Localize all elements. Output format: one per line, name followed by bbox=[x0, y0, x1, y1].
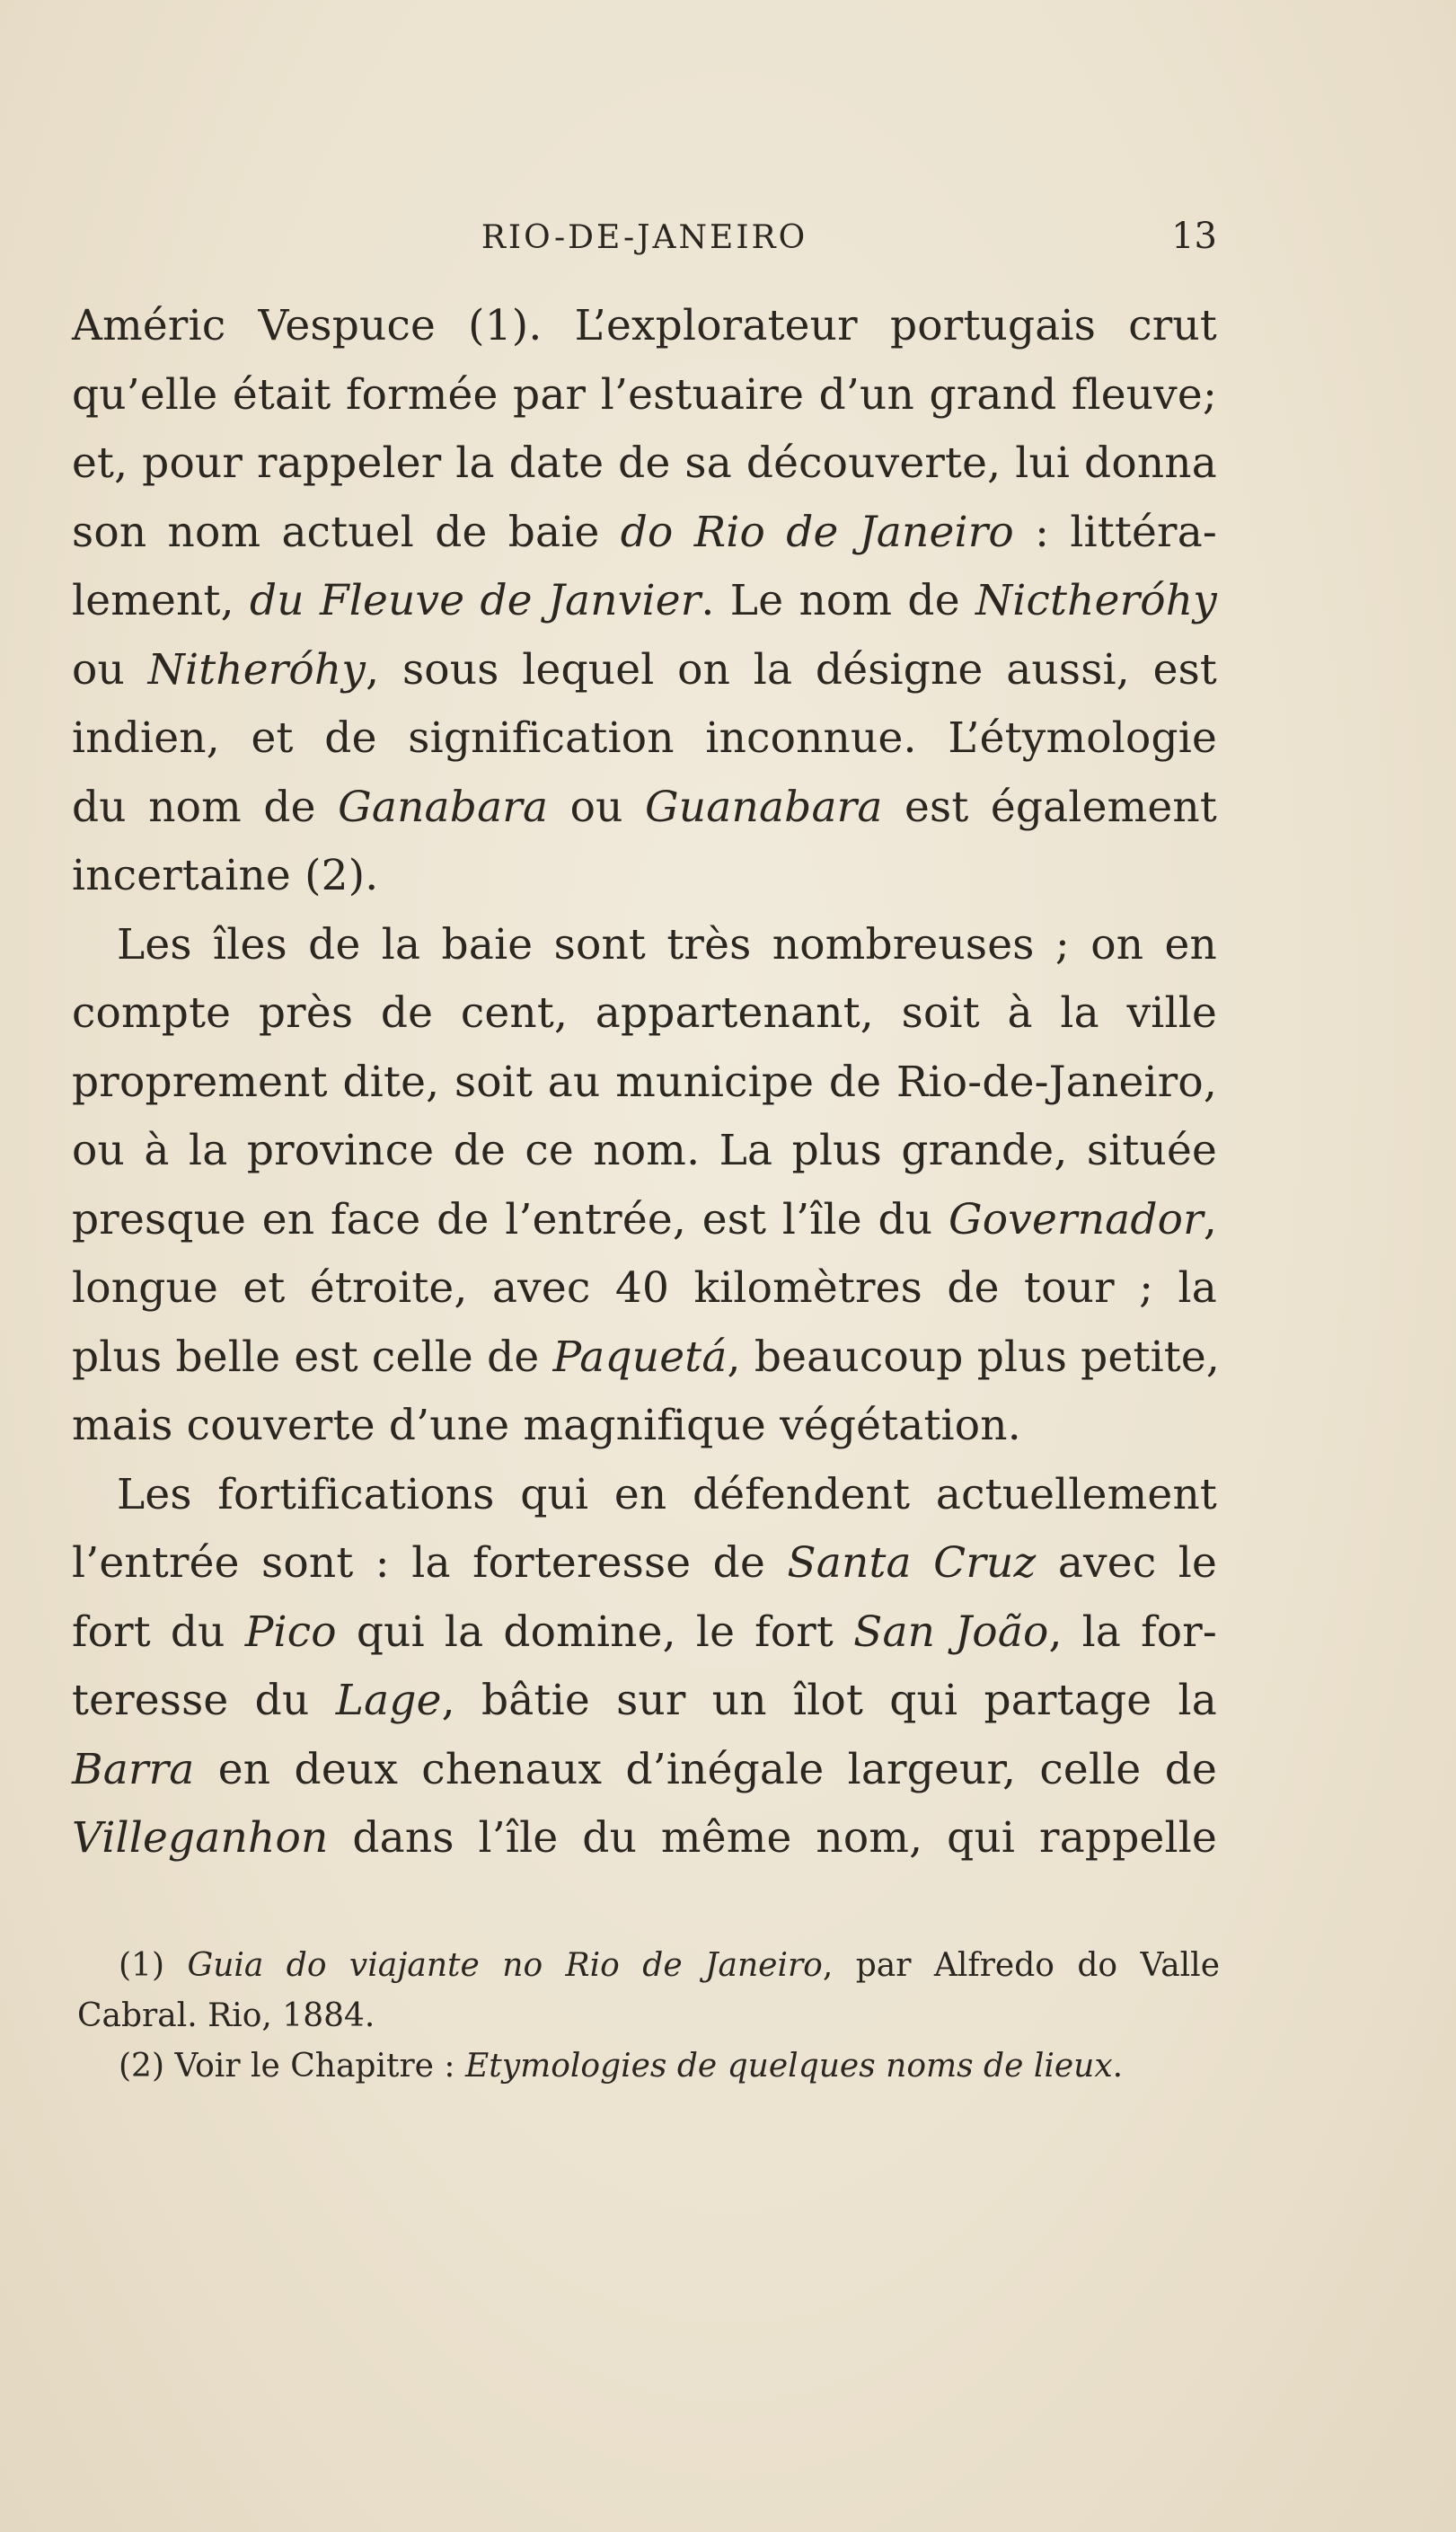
text-line: Améric Vespuce (1). L’explorateur portugais crut bbox=[72, 301, 1217, 350]
running-title: RIO-DE-JANEIRO bbox=[481, 219, 808, 256]
page-number: 13 bbox=[1171, 216, 1217, 257]
text-line: ou Nitheróhy, sous lequel on la désigne aussi, est bbox=[72, 644, 1218, 695]
footnote-2: (2) Voir le Chapitre : Etymologies de quelques noms de lieux. bbox=[119, 2048, 1124, 2085]
text-line: incertaine (2). bbox=[72, 851, 379, 900]
footnote-1: (1) Guia do viajante no Rio de Janeiro, par Alfredo do Valle bbox=[119, 1947, 1221, 1984]
text-line: compte près de cent, appartenant, soit à la ville bbox=[72, 988, 1217, 1038]
text-line: l’entrée sont : la forteresse de Santa Cruz avec le bbox=[72, 1538, 1217, 1588]
text-line: fort du Pico qui la domine, le fort San João, la for- bbox=[72, 1607, 1218, 1657]
text-line: qu’elle était formée par l’estuaire d’un grand fleuve; bbox=[72, 369, 1217, 420]
text-line: mais couverte d’une magnifique végétation. bbox=[72, 1401, 1021, 1450]
text-line: Villeganhon dans l’île du même nom, qui rappelle bbox=[72, 1813, 1217, 1863]
text-line: son nom actuel de baie do Rio de Janeiro : littéra- bbox=[72, 507, 1218, 557]
text-line: Les fortifications qui en défendent actuellement bbox=[117, 1469, 1217, 1519]
text-line: indien, et de signification inconnue. L’étymologie bbox=[72, 713, 1217, 763]
text-line: lement, du Fleuve de Janvier. Le nom de Nictheróhy bbox=[72, 576, 1217, 625]
text-line: du nom de Ganabara ou Guanabara est également bbox=[72, 782, 1217, 832]
text-line: teresse du Lage, bâtie sur un îlot qui partage la bbox=[72, 1676, 1217, 1725]
text-line: Les îles de la baie sont très nombreuses ; on en bbox=[117, 919, 1217, 969]
text-line: presque en face de l’entrée, est l’île du Governador, bbox=[72, 1194, 1217, 1244]
footnote-1-continued: Cabral. Rio, 1884. bbox=[77, 1997, 375, 2034]
text-line: ou à la province de ce nom. La plus grande, située bbox=[72, 1126, 1217, 1175]
text-line: proprement dite, soit au municipe de Rio-de-Janeiro, bbox=[72, 1057, 1217, 1107]
text-line: Barra en deux chenaux d’inégale largeur, celle de bbox=[72, 1744, 1217, 1794]
running-header bbox=[72, 208, 1217, 262]
text-line: plus belle est celle de Paquetá, beaucoup plus petite, bbox=[72, 1332, 1221, 1382]
text-line: et, pour rappeler la date de sa découverte, lui donna bbox=[72, 438, 1217, 488]
footnotes bbox=[77, 1941, 1220, 2092]
text-line: longue et étroite, avec 40 kilomètres de tour ; la bbox=[72, 1263, 1217, 1313]
body-text bbox=[72, 292, 1221, 1873]
